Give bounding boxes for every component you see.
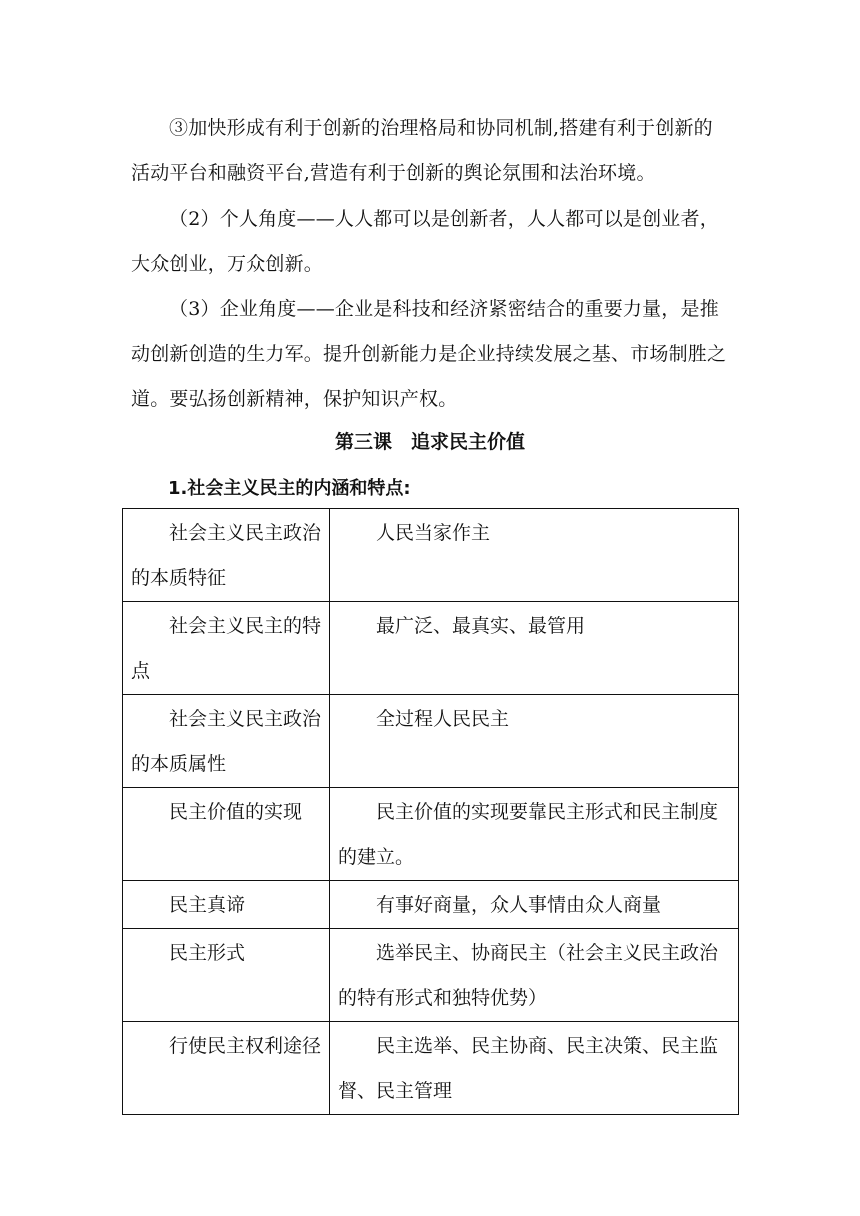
row-content: 全过程人民民主 [330, 695, 739, 788]
row-content: 最广泛、最真实、最管用 [330, 602, 739, 695]
row-content: 人民当家作主 [330, 509, 739, 602]
table-row [123, 695, 739, 788]
row-label: 民主真谛 [123, 881, 330, 929]
table-row [123, 788, 739, 881]
table-row [123, 602, 739, 695]
paragraph-enterprise-perspective: （3）企业角度——企业是科技和经济紧密结合的重要力量，是推动创新创造的生力军。提升创新能力是企业持续发展之基、市场制胜之道。要弘扬创新精神，保护知识产权。 [131, 298, 727, 410]
row-label: 社会主义民主的特点 [123, 602, 330, 695]
row-content: 有事好商量，众人事情由众人商量 [330, 881, 739, 929]
lesson-title: 第三课 追求民主价值 [334, 431, 525, 453]
row-label: 民主形式 [123, 929, 330, 1022]
paragraph-individual-perspective: （2）个人角度——人人都可以是创新者，人人都可以是创业者，大众创业，万众创新。 [131, 208, 719, 275]
paragraph-innovation-environment: ③加快形成有利于创新的治理格局和协同机制,搭建有利于创新的活动平台和融资平台,营造有利于创新的舆论氛围和法治环境。 [131, 117, 713, 184]
table-row [123, 881, 739, 929]
row-label: 社会主义民主政治的本质特征 [123, 509, 330, 602]
row-content: 选举民主、协商民主（社会主义民主政治的特有形式和独特优势） [330, 929, 739, 1022]
row-label: 社会主义民主政治的本质属性 [123, 695, 330, 788]
table-row [123, 509, 739, 602]
row-content: 民主价值的实现要靠民主形式和民主制度的建立。 [330, 788, 739, 881]
row-content: 民主选举、民主协商、民主决策、民主监督、民主管理 [330, 1022, 739, 1115]
row-label: 行使民主权利途径 [123, 1022, 330, 1115]
section-title: 1.社会主义民主的内涵和特点: [168, 478, 411, 499]
row-label: 民主价值的实现 [123, 788, 330, 881]
democracy-features-table [122, 508, 739, 1115]
table-row [123, 929, 739, 1022]
table-row [123, 1022, 739, 1115]
